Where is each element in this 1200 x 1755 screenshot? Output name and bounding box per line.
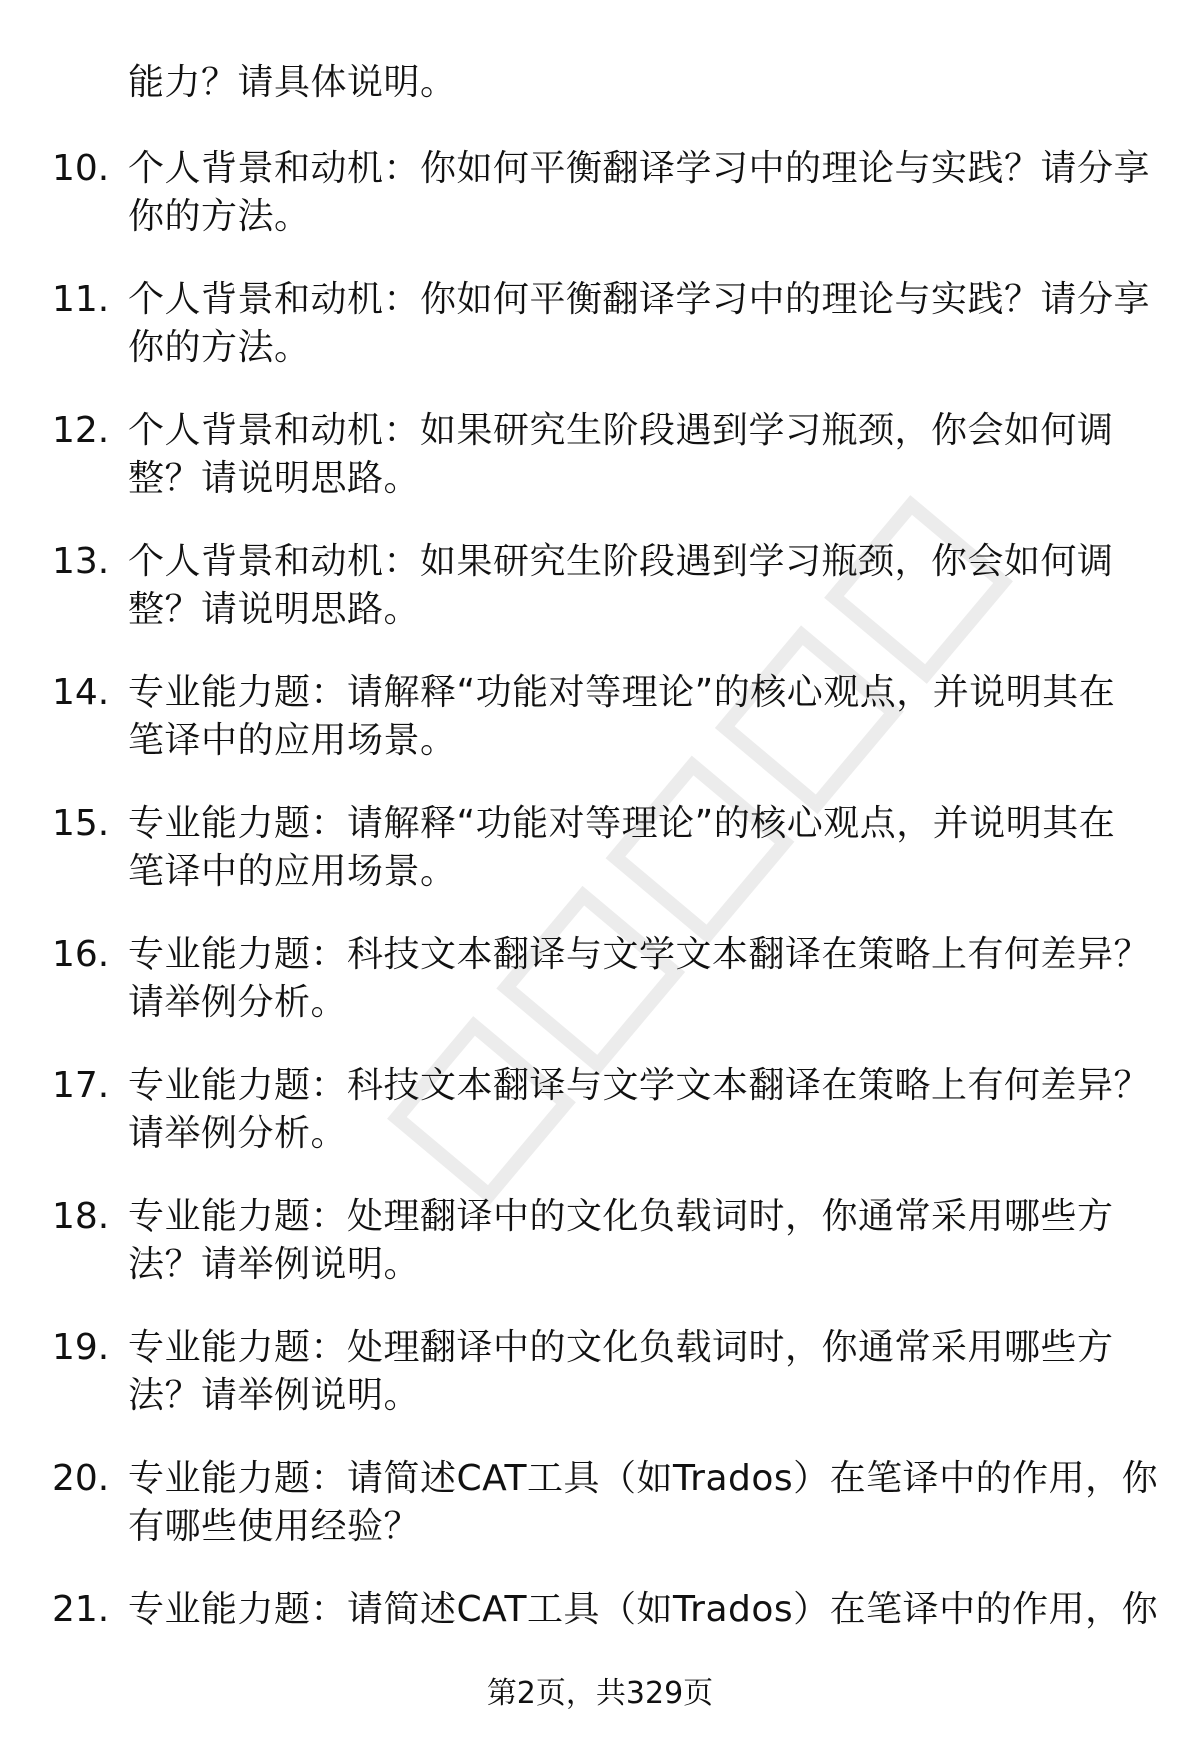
question-number: 18.	[52, 1196, 110, 1237]
question-item	[0, 1324, 1200, 1424]
question-number: 16.	[52, 934, 110, 975]
question-text-line: 法？请举例说明。	[128, 1375, 421, 1416]
question-number: 20.	[52, 1458, 110, 1499]
page-footer: 第2页，共329页	[486, 1676, 714, 1711]
question-text-line: 个人背景和动机：如果研究生阶段遇到学习瓶颈，你会如何调	[128, 541, 1114, 582]
question-text-line: 个人背景和动机：如果研究生阶段遇到学习瓶颈，你会如何调	[128, 410, 1114, 451]
question-text-line: 个人背景和动机：你如何平衡翻译学习中的理论与实践？请分享	[128, 148, 1151, 189]
question-text-line: 专业能力题：处理翻译中的文化负载词时，你通常采用哪些方	[128, 1196, 1114, 1237]
question-text-line: 请举例分析。	[128, 982, 348, 1023]
question-number: 21.	[52, 1589, 110, 1630]
question-number: 12.	[52, 410, 110, 451]
question-text-line: 你的方法。	[128, 327, 311, 368]
question-text-line: 专业能力题：请简述CAT工具（如Trados）在笔译中的作用，你	[128, 1458, 1159, 1499]
question-item	[0, 800, 1200, 900]
question-number: 17.	[52, 1065, 110, 1106]
question-text-line: 整？请说明思路。	[128, 458, 421, 499]
question-item	[0, 407, 1200, 507]
question-text-line: 笔译中的应用场景。	[128, 851, 457, 892]
continuation-text: 能力？请具体说明。	[128, 62, 457, 103]
question-text-line: 专业能力题：请解释“功能对等理论”的核心观点，并说明其在	[128, 803, 1116, 844]
question-number: 13.	[52, 541, 110, 582]
question-item	[0, 1193, 1200, 1293]
question-item	[0, 538, 1200, 638]
question-text-line: 个人背景和动机：你如何平衡翻译学习中的理论与实践？请分享	[128, 279, 1151, 320]
question-item	[0, 1062, 1200, 1162]
question-number: 19.	[52, 1327, 110, 1368]
question-item	[0, 931, 1200, 1031]
question-text-line: 专业能力题：请简述CAT工具（如Trados）在笔译中的作用，你	[128, 1589, 1159, 1630]
question-number: 10.	[52, 148, 110, 189]
question-text-line: 专业能力题：科技文本翻译与文学文本翻译在策略上有何差异？	[128, 1065, 1151, 1106]
question-number: 15.	[52, 803, 110, 844]
question-text-line: 你的方法。	[128, 196, 311, 237]
question-text-line: 专业能力题：科技文本翻译与文学文本翻译在策略上有何差异？	[128, 934, 1151, 975]
question-item	[0, 669, 1200, 769]
question-item	[0, 1586, 1200, 1686]
question-text-line: 有哪些使用经验？	[128, 1506, 421, 1547]
question-item	[0, 276, 1200, 376]
question-number: 14.	[52, 672, 110, 713]
question-text-line: 请举例分析。	[128, 1113, 348, 1154]
question-number: 11.	[52, 279, 110, 320]
question-text-line: 专业能力题：请解释“功能对等理论”的核心观点，并说明其在	[128, 672, 1116, 713]
question-text-line: 整？请说明思路。	[128, 589, 421, 630]
question-item	[0, 145, 1200, 245]
question-text-line: 专业能力题：处理翻译中的文化负载词时，你通常采用哪些方	[128, 1327, 1114, 1368]
question-text-line: 笔译中的应用场景。	[128, 720, 457, 761]
question-text-line: 法？请举例说明。	[128, 1244, 421, 1285]
question-item	[0, 1455, 1200, 1555]
